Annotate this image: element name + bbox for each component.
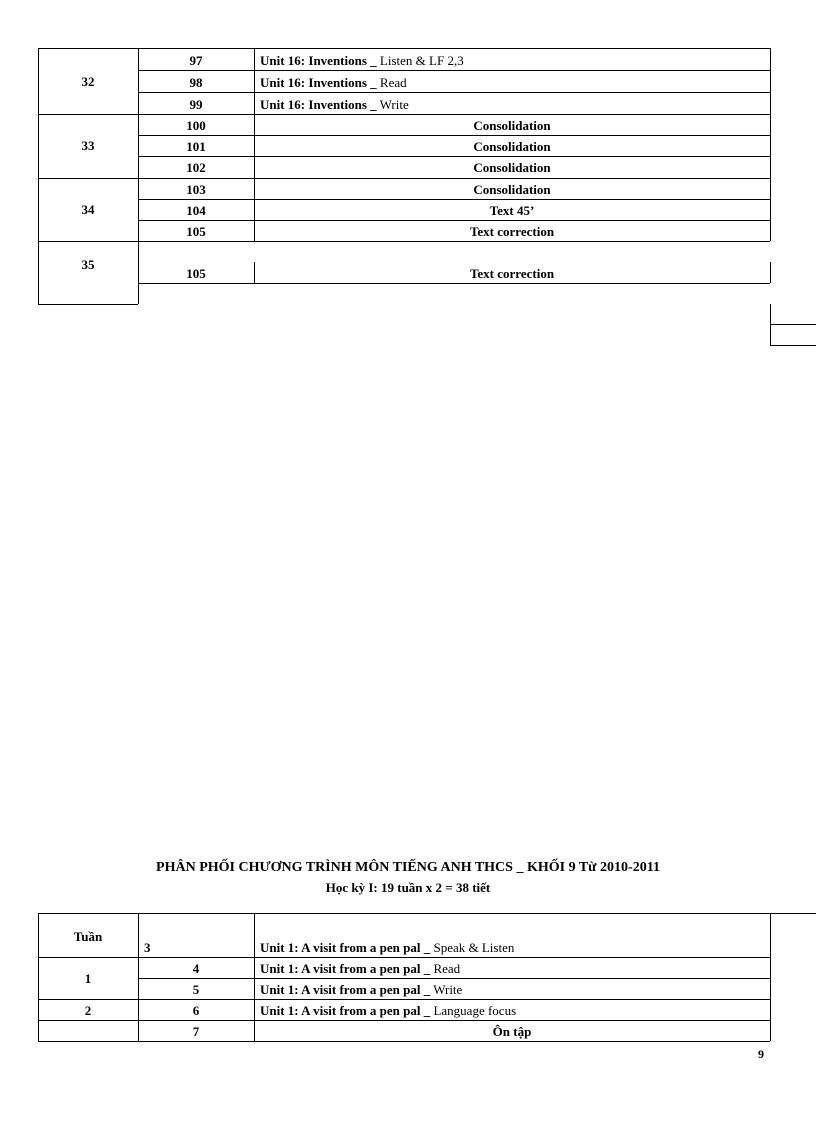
table-border [38, 48, 770, 49]
lesson-cell [260, 982, 462, 998]
period-cell: 105 [186, 266, 206, 281]
week-cell: 34 [81, 202, 95, 217]
period-cell: 104 [186, 203, 206, 218]
lesson-cell [260, 53, 464, 69]
week-cell: 2 [84, 1003, 92, 1018]
lesson-unit: Unit 16: Inventions _ [260, 75, 377, 90]
lesson-cell: Consolidation [473, 160, 551, 175]
period-cell: 4 [192, 961, 200, 976]
row-divider [138, 283, 770, 284]
lesson-skill: Read [430, 961, 461, 976]
page-number: 9 [758, 1047, 764, 1061]
lesson-unit: Unit 1: A visit from a pen pal _ [260, 961, 431, 976]
row-divider [138, 199, 770, 200]
fragment-border [770, 324, 816, 325]
table-border [770, 913, 771, 1041]
row-divider [38, 957, 770, 958]
row-divider [138, 92, 770, 93]
row-divider [38, 1020, 770, 1021]
fragment-border [770, 345, 816, 346]
period-cell: 103 [186, 182, 206, 197]
lesson-skill: Listen & LF 2,3 [376, 53, 464, 68]
period-cell: 102 [186, 160, 206, 175]
lesson-skill: Write [376, 97, 409, 112]
lesson-cell: Text correction [469, 266, 555, 281]
row-divider [138, 156, 770, 157]
lesson-skill: Language focus [430, 1003, 517, 1018]
lesson-cell: Consolidation [473, 139, 551, 154]
lesson-cell: Text correction [469, 224, 555, 239]
week-cell: 35 [81, 257, 95, 272]
period-cell: 101 [186, 139, 206, 154]
lesson-cell [260, 97, 409, 113]
week-header: Tuần [73, 929, 103, 944]
lesson-unit: Unit 16: Inventions _ [260, 53, 377, 68]
period-cell: 5 [192, 982, 200, 997]
lesson-unit: Unit 1: A visit from a pen pal _ [260, 982, 431, 997]
lesson-cell: Consolidation [473, 118, 551, 133]
week-cell: 1 [84, 971, 92, 986]
page-title: PHÂN PHỐI CHƯƠNG TRÌNH MÔN TIẾNG ANH THCS _ KHỐI 9 Từ 2010-2011 [156, 860, 660, 875]
column-divider [254, 913, 255, 1041]
lesson-unit: Unit 1: A visit from a pen pal _ [260, 1003, 431, 1018]
period-cell: 3 [144, 940, 151, 955]
row-divider [38, 999, 770, 1000]
period-cell: 100 [186, 118, 206, 133]
lesson-skill: Write [430, 982, 463, 997]
lesson-cell: Consolidation [473, 182, 551, 197]
lesson-cell [260, 75, 407, 91]
row-divider [38, 114, 770, 115]
column-divider [138, 913, 139, 1041]
period-cell: 105 [186, 224, 206, 239]
row-divider [38, 178, 770, 179]
period-cell: 98 [189, 75, 203, 90]
lesson-cell: Text 45’ [489, 203, 535, 218]
table-border [38, 304, 138, 305]
row-divider [138, 220, 770, 221]
table-border [38, 1041, 770, 1042]
lesson-cell [260, 940, 514, 956]
lesson-cell [260, 1003, 516, 1019]
lesson-cell: Ôn tập [492, 1024, 532, 1039]
row-divider [138, 135, 770, 136]
period-cell: 7 [192, 1024, 200, 1039]
table-border [770, 262, 771, 283]
table-border [770, 48, 771, 241]
row-divider [138, 70, 770, 71]
period-cell: 97 [189, 53, 203, 68]
page-subtitle: Học kỳ I: 19 tuần x 2 = 38 tiết [325, 880, 491, 895]
table-border [38, 913, 816, 914]
lesson-unit: Unit 16: Inventions _ [260, 97, 377, 112]
lesson-skill: Speak & Listen [430, 940, 515, 955]
period-cell: 6 [192, 1003, 200, 1018]
week-cell: 32 [81, 74, 95, 89]
lesson-unit: Unit 1: A visit from a pen pal _ [260, 940, 431, 955]
period-cell: 99 [189, 97, 203, 112]
lesson-skill: Read [376, 75, 407, 90]
week-cell: 33 [81, 138, 95, 153]
row-divider [138, 978, 770, 979]
lesson-cell [260, 961, 460, 977]
row-divider [38, 241, 770, 242]
